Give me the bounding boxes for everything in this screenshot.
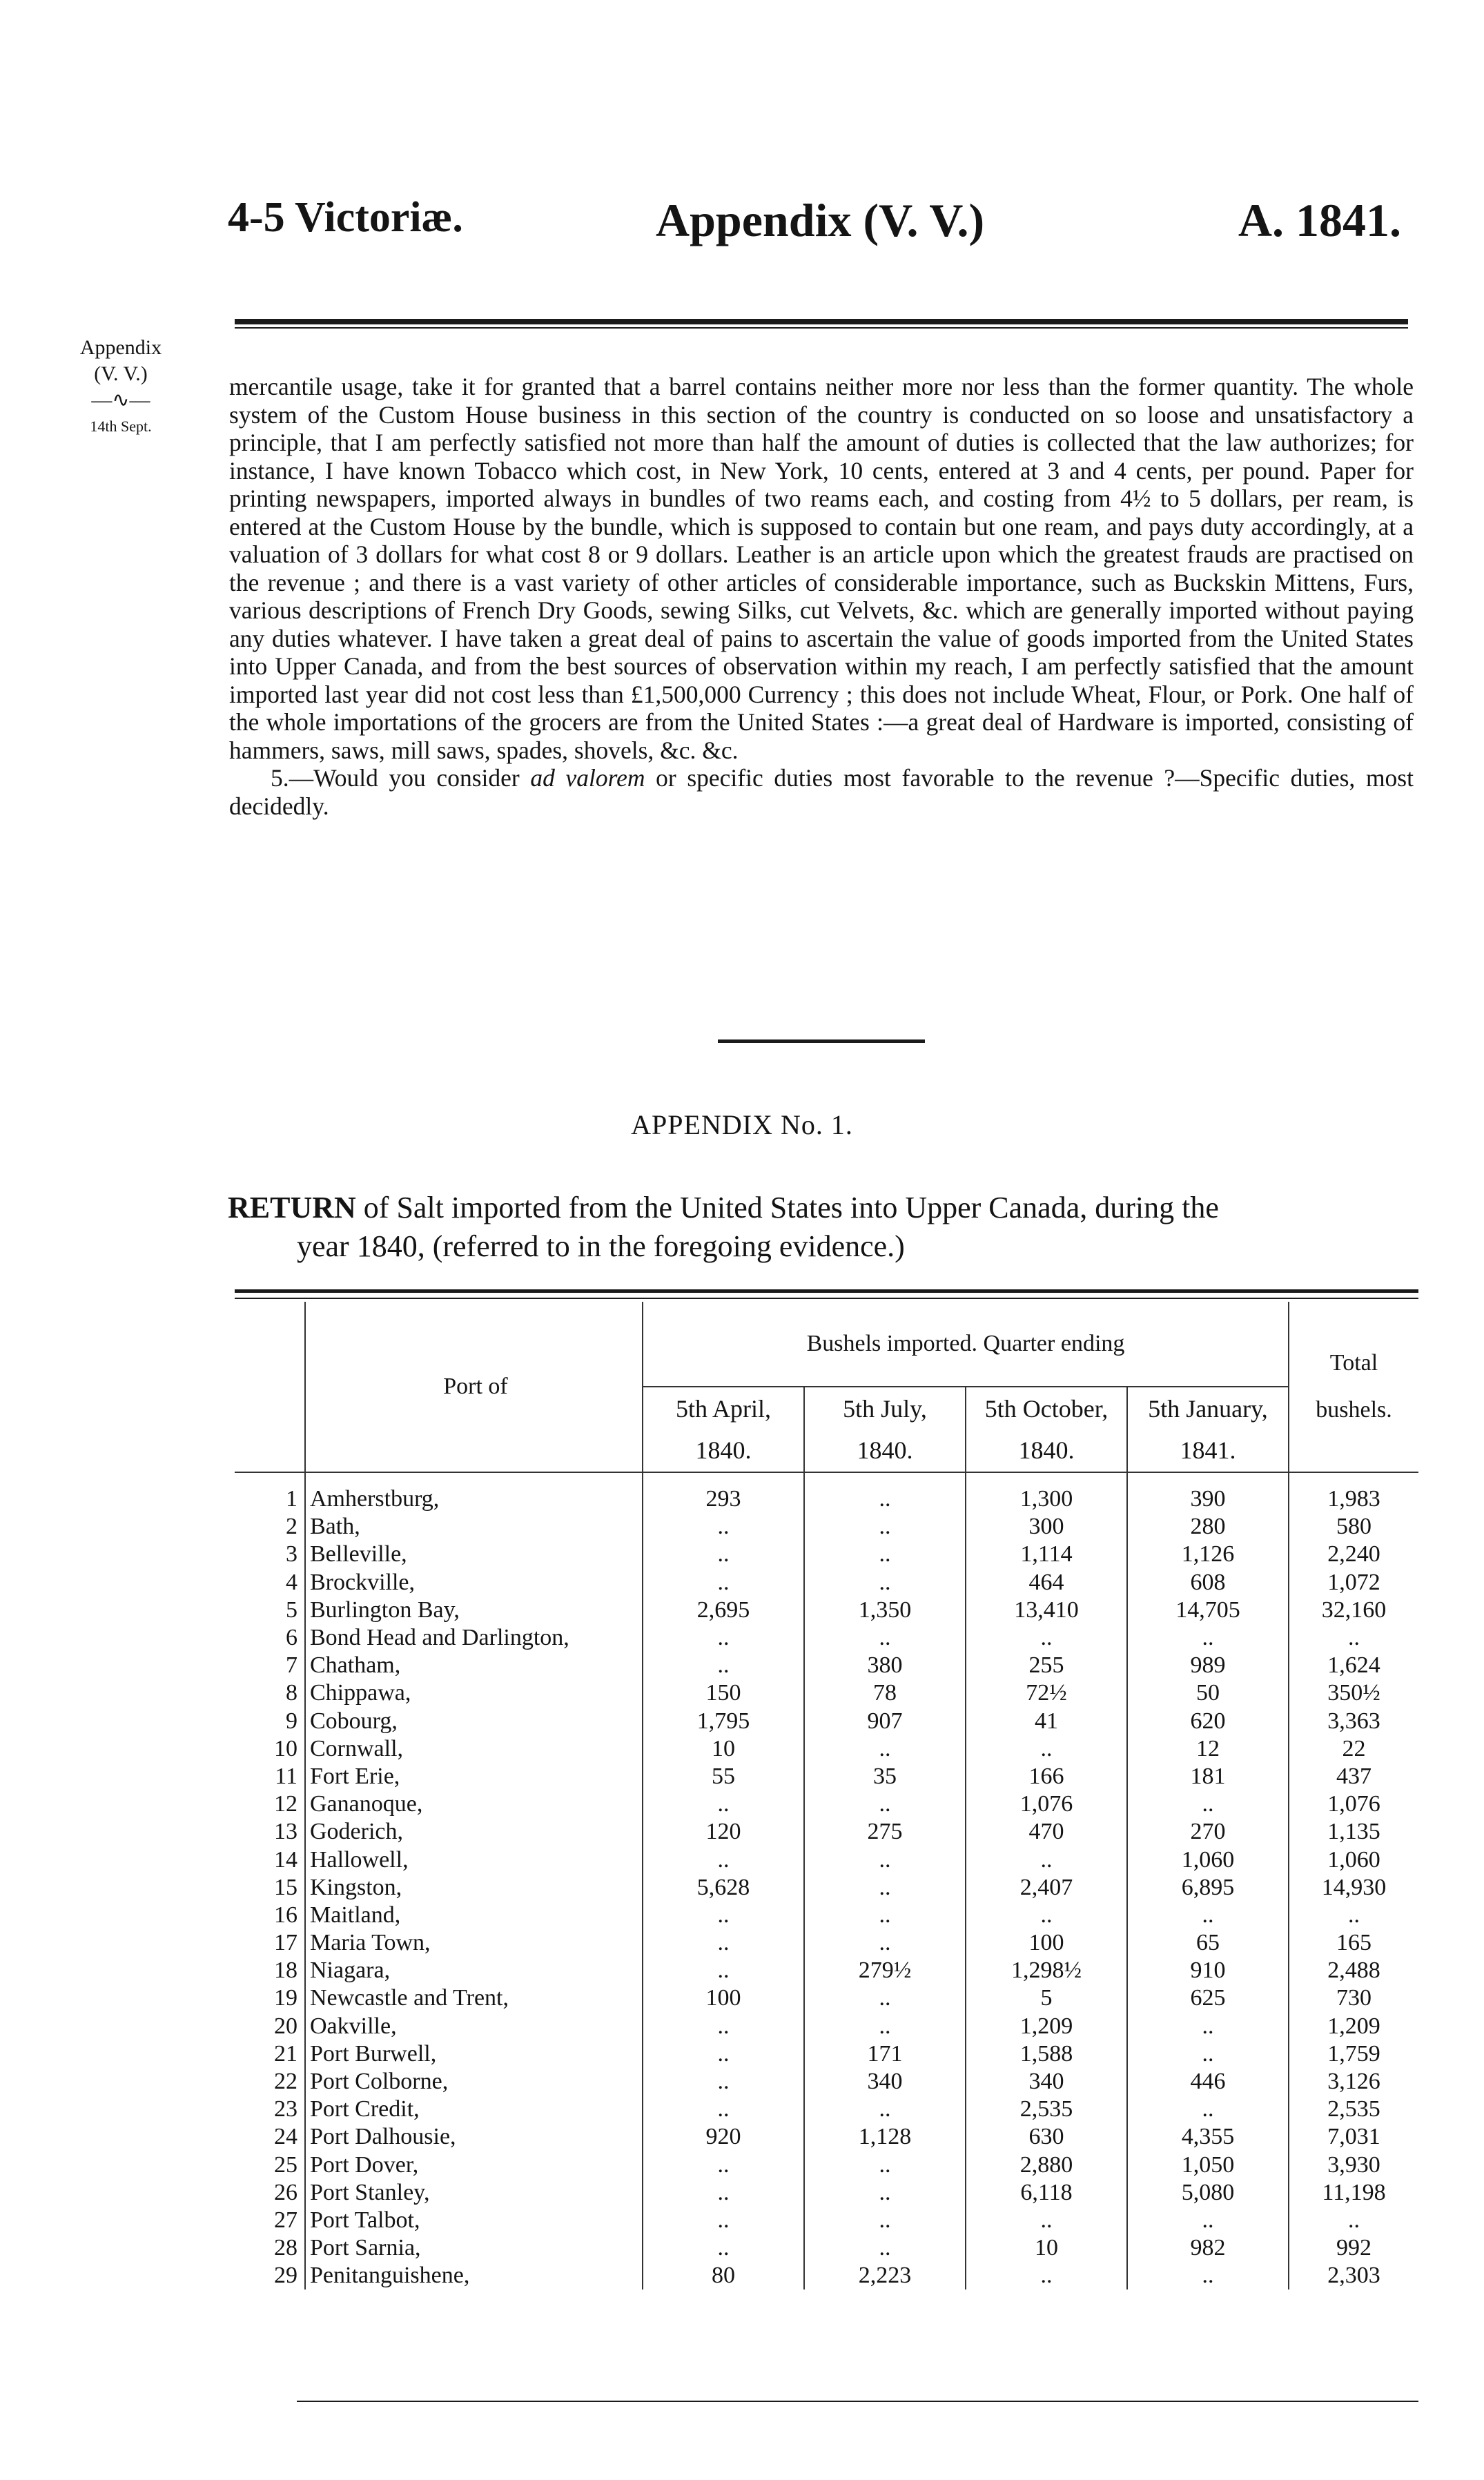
quarter-july-value: 171 [804, 2040, 966, 2068]
total-bushels-value: 1,759 [1327, 2040, 1380, 2067]
row-number: 10 [274, 1735, 297, 1761]
quarter-january-value: 910 [1127, 1957, 1289, 1984]
quarter-october-value: 1,076 [966, 1790, 1127, 1818]
quarter-october-value: 464 [966, 1569, 1127, 1597]
quarter-july-value: .. [804, 2207, 966, 2234]
port-name: Maria Town, [305, 1929, 643, 1957]
row-number: 16 [274, 1902, 297, 1928]
quarter-april-value: 10 [643, 1735, 804, 1763]
quarter-april-value: .. [643, 1541, 804, 1568]
quarter-year: 1840. [1018, 1436, 1075, 1464]
total-bushels-value: 580 [1336, 1514, 1371, 1540]
port-name: Port Talbot, [305, 2207, 643, 2234]
port-name: Port Dalhousie, [305, 2123, 643, 2151]
quarter-april-value: .. [643, 1929, 804, 1957]
quarter-july-value: .. [804, 1472, 966, 1513]
quarter-october-value: .. [966, 2207, 1127, 2234]
quarter-january-value: 608 [1127, 1569, 1289, 1597]
total-bushels-value: 1,135 [1327, 1819, 1380, 1845]
port-name: Port Colborne, [305, 2068, 643, 2096]
total-bushels-value: 730 [1336, 1985, 1371, 2011]
row-number: 23 [274, 2096, 297, 2122]
total-bushels-value: 992 [1336, 2235, 1371, 2261]
quarter-october-value: .. [966, 1902, 1127, 1929]
total-bushels-value: .. [1348, 2207, 1360, 2233]
table-bottom-rule [297, 2401, 1418, 2402]
quarter-october-value: .. [966, 1624, 1127, 1652]
quarter-january-value: 14,705 [1127, 1597, 1289, 1624]
quarter-july-value: .. [804, 1984, 966, 2012]
quarter-april-value: 55 [643, 1763, 804, 1790]
total-bushels-value: 2,535 [1327, 2096, 1380, 2122]
port-name: Cornwall, [305, 1735, 643, 1763]
quarter-july-value: .. [804, 1541, 966, 1568]
table-row [235, 1818, 1418, 1846]
table-row [235, 1957, 1418, 1984]
quarter-october-value: 41 [966, 1708, 1127, 1735]
quarter-july-value: 279½ [804, 1957, 966, 1984]
row-number: 18 [274, 1957, 297, 1984]
quarter-july-value: 380 [804, 1652, 966, 1679]
quarter-april-value: 80 [643, 2262, 804, 2289]
quarter-april-value: .. [643, 1846, 804, 1873]
total-bushels-value: 2,240 [1327, 1541, 1380, 1568]
quarter-january-value: .. [1127, 2207, 1289, 2234]
margin-note-code: (V. V.) [94, 362, 148, 385]
port-name: Port Dover, [305, 2151, 643, 2179]
table-row [235, 2179, 1418, 2207]
header-rule-thin [235, 327, 1408, 329]
evidence-text [229, 373, 1414, 820]
return-title [228, 1189, 1422, 1266]
table-row [235, 2040, 1418, 2068]
quarter-july-value: .. [804, 1735, 966, 1763]
table-row [235, 1541, 1418, 1568]
quarter-july-value: .. [804, 1846, 966, 1873]
quarter-april-value: 150 [643, 1679, 804, 1707]
quarter-july-value: 1,350 [804, 1597, 966, 1624]
port-name: Niagara, [305, 1957, 643, 1984]
quarter-july-value: .. [804, 1513, 966, 1541]
quarter-july-value: 2,223 [804, 2262, 966, 2289]
quarter-july-value: .. [804, 1624, 966, 1652]
running-header [228, 193, 1401, 248]
table-row [235, 1679, 1418, 1707]
quarter-april-value: .. [643, 2013, 804, 2040]
number-header [235, 1302, 305, 1472]
quarter-october-value: 1,300 [966, 1472, 1127, 1513]
row-number: 13 [274, 1819, 297, 1845]
quarter-april-value: .. [643, 2234, 804, 2262]
quarter-october-value: 100 [966, 1929, 1127, 1957]
quarter-april-value: .. [643, 1624, 804, 1652]
quarter-april-value: 1,795 [643, 1708, 804, 1735]
quarter-october-value: 255 [966, 1652, 1127, 1679]
appendix-label: Appendix (V. V.) [656, 194, 985, 246]
total-bushels-value: 1,209 [1327, 2013, 1380, 2039]
margin-note [41, 335, 200, 440]
quarter-january-value: 6,895 [1127, 1874, 1289, 1902]
total-bushels-value: 437 [1336, 1763, 1371, 1789]
port-name: Cobourg, [305, 1708, 643, 1735]
quarter-april-value: 120 [643, 1818, 804, 1846]
table-row [235, 1929, 1418, 1957]
total-bushels-value: 1,076 [1327, 1791, 1380, 1817]
quarter-april-value: .. [643, 1513, 804, 1541]
port-name: Penitanguishene, [305, 2262, 643, 2289]
quarter-january-value: .. [1127, 1624, 1289, 1652]
quarter-april-value: .. [643, 1902, 804, 1929]
quarter-april-value: 920 [643, 2123, 804, 2151]
row-number: 4 [286, 1569, 297, 1595]
quarter-january-value: .. [1127, 1790, 1289, 1818]
table-row [235, 2234, 1418, 2262]
total-bushels-value: 7,031 [1327, 2124, 1380, 2150]
quarter-april-value: .. [643, 1652, 804, 1679]
row-number: 26 [274, 2179, 297, 2205]
row-number: 27 [274, 2207, 297, 2233]
quarter-october-value: 630 [966, 2123, 1127, 2151]
quarter-april-value: .. [643, 2207, 804, 2234]
port-name: Fort Erie, [305, 1763, 643, 1790]
total-bushels-value: 2,303 [1327, 2263, 1380, 2289]
quarter-october-value: 470 [966, 1818, 1127, 1846]
quarter-october-value: 166 [966, 1763, 1127, 1790]
row-number: 22 [274, 2069, 297, 2095]
quarter-april-value: .. [643, 2179, 804, 2207]
port-name: Oakville, [305, 2013, 643, 2040]
quarter-january-value: 280 [1127, 1513, 1289, 1541]
port-header: Port of [305, 1302, 643, 1472]
row-number: 14 [274, 1846, 297, 1873]
quarter-january-value: 1,060 [1127, 1846, 1289, 1873]
quarter-october-value: .. [966, 1735, 1127, 1763]
row-number: 1 [286, 1486, 297, 1512]
quarter-january-value: 625 [1127, 1984, 1289, 2012]
quarter-july-value: .. [804, 1790, 966, 1818]
quarter-october-value: 2,407 [966, 1874, 1127, 1902]
port-name: Maitland, [305, 1902, 643, 1929]
total-bushels-value: 1,624 [1327, 1652, 1380, 1679]
port-name: Bath, [305, 1513, 643, 1541]
table-body [235, 1472, 1418, 2289]
quarter-january-value: .. [1127, 2040, 1289, 2068]
port-name: Brockville, [305, 1569, 643, 1597]
port-name: Belleville, [305, 1541, 643, 1568]
quarter-july-value: .. [804, 1902, 966, 1929]
quarter-january-value: 12 [1127, 1735, 1289, 1763]
quarter-april-value: .. [643, 1790, 804, 1818]
question-suffix: or specific duties most favorable to the revenue ?—Specific duties, most decidedly. [229, 764, 1414, 820]
quarter-october-value: 2,880 [966, 2151, 1127, 2179]
quarter-october-value: 1,298½ [966, 1957, 1127, 1984]
margin-note-date: 14th Sept. [90, 418, 152, 435]
table-row [235, 2068, 1418, 2096]
quarter-january-value: .. [1127, 2013, 1289, 2040]
quarter-july-value: .. [804, 1929, 966, 1957]
quarter-january-value: 989 [1127, 1652, 1289, 1679]
quarter-july-value: 78 [804, 1679, 966, 1707]
table-row [235, 1472, 1418, 1513]
port-name: Bond Head and Darlington, [305, 1624, 643, 1652]
question-prefix: 5.—Would you consider [271, 764, 531, 792]
quarter-january-value: 390 [1127, 1472, 1289, 1513]
quarter-january-value: 1,050 [1127, 2151, 1289, 2179]
total-bushels-value: 22 [1342, 1735, 1366, 1761]
quarter-header [643, 1387, 804, 1472]
row-number: 9 [286, 1708, 297, 1734]
quarter-january-value: 1,126 [1127, 1541, 1289, 1568]
port-name: Port Stanley, [305, 2179, 643, 2207]
quarter-october-value: 1,114 [966, 1541, 1127, 1568]
total-bushels-value: 3,930 [1327, 2151, 1380, 2178]
row-number: 6 [286, 1625, 297, 1651]
quarter-january-value: .. [1127, 2096, 1289, 2123]
port-name: Port Burwell, [305, 2040, 643, 2068]
margin-note-flourish: —∿— [91, 389, 150, 411]
table-row [235, 2151, 1418, 2179]
row-number: 7 [286, 1652, 297, 1679]
total-header [1289, 1302, 1418, 1472]
quarter-year: 1841. [1180, 1436, 1236, 1464]
appendix-heading: APPENDIX No. 1. [631, 1109, 853, 1140]
quarter-april-value: .. [643, 1957, 804, 1984]
table-row [235, 1735, 1418, 1763]
port-name: Goderich, [305, 1818, 643, 1846]
row-number: 24 [274, 2124, 297, 2150]
table-row [235, 1513, 1418, 1541]
header-rule-thick [235, 319, 1408, 324]
quarter-date: 5th October, [984, 1395, 1109, 1423]
quarter-october-value: 13,410 [966, 1597, 1127, 1624]
return-title-bold: RETURN [228, 1191, 356, 1224]
total-header-line2: bushels. [1316, 1397, 1392, 1423]
row-number: 25 [274, 2151, 297, 2178]
port-name: Newcastle and Trent, [305, 1984, 643, 2012]
quarter-january-value: 982 [1127, 2234, 1289, 2262]
quarter-july-value: 907 [804, 1708, 966, 1735]
total-bushels-value: 1,060 [1327, 1846, 1380, 1873]
return-title-rest: of Salt imported from the United States into Upper Canada, during the [355, 1191, 1219, 1224]
quarter-july-value: 1,128 [804, 2123, 966, 2151]
port-name: Chippawa, [305, 1679, 643, 1707]
quarter-date: 5th July, [843, 1395, 927, 1423]
table-top-rule-thick [235, 1289, 1418, 1293]
quarter-april-value: .. [643, 1569, 804, 1597]
quarter-april-value: .. [643, 2151, 804, 2179]
port-name: Chatham, [305, 1652, 643, 1679]
quarter-january-value: 620 [1127, 1708, 1289, 1735]
row-number: 29 [274, 2263, 297, 2289]
total-header-line1: Total [1329, 1350, 1378, 1376]
total-bushels-value: .. [1348, 1625, 1360, 1651]
total-bushels-value: 165 [1336, 1930, 1371, 1956]
quarter-july-value: .. [804, 1874, 966, 1902]
quarter-october-value: 1,209 [966, 2013, 1127, 2040]
quarter-july-value: 35 [804, 1763, 966, 1790]
total-bushels-value: 1,072 [1327, 1569, 1380, 1595]
table-row [235, 1763, 1418, 1790]
quarter-july-value: .. [804, 2234, 966, 2262]
table-row [235, 1984, 1418, 2012]
table-row [235, 2013, 1418, 2040]
table-row [235, 1846, 1418, 1873]
quarter-year: 1840. [857, 1436, 913, 1464]
row-number: 3 [286, 1541, 297, 1568]
quarter-october-value: 2,535 [966, 2096, 1127, 2123]
table-top-rule-thin [235, 1298, 1418, 1299]
quarter-october-value: 10 [966, 2234, 1127, 2262]
row-number: 11 [275, 1763, 297, 1789]
row-number: 20 [274, 2013, 297, 2039]
table-row [235, 2207, 1418, 2234]
session-label: 4-5 Victoriæ. [228, 194, 463, 241]
quarter-july-value: .. [804, 1569, 966, 1597]
quarter-october-value: 5 [966, 1984, 1127, 2012]
port-name: Amherstburg, [305, 1472, 643, 1513]
quarter-year: 1840. [695, 1436, 752, 1464]
table-row [235, 1569, 1418, 1597]
quarter-april-value: 293 [643, 1472, 804, 1513]
port-name: Port Sarnia, [305, 2234, 643, 2262]
quarter-july-value: .. [804, 2096, 966, 2123]
row-number: 15 [274, 1874, 297, 1900]
evidence-paragraph: mercantile usage, take it for granted that a barrel contains neither more nor less than the former quantity. The whole system of the Custom House business in this section of the country is conducted on so loose and unsatisfactory a principle, that I am perfectly satisfied not more than half the amount of duties is collected that the law authorizes; for instance, I have known Tobacco which cost, in New York, 10 cents, entered at 3 and 4 cents, per pound. Paper for printing newspapers, imported always in bundles of two reams each, and costing from 4½ to 5 dollars, per ream, is entered at the Custom House by the bundle, which is supposed to contain but one ream, and pays duty accordingly, at a valuation of 3 dollars for what cost 8 or 9 dollars. Leather is an article upon which the greatest frauds are practised on the revenue ; and there is a vast variety of other articles of considerable importance, such as Buckskin Mittens, Furs, various descriptions of French Dry Goods, sewing Silks, cut Velvets, &c. which are generally imported without paying any duties whatever. I have taken a great deal of pains to ascertain the value of goods imported from the United States into Upper Canada, and from the best sources of observation within my reach, I am perfectly satisfied that the amount imported last year did not cost less than £1,500,000 Currency ; this does not include Wheat, Flour, or Pork. One half of the whole importations of the grocers are from the United States :—a great deal of Hardware is imported, consisting of hammers, saws, mill saws, spades, shovels, &c. &c. [229, 373, 1414, 764]
quarter-header [804, 1387, 966, 1472]
quarter-october-value: 6,118 [966, 2179, 1127, 2207]
total-bushels-value: 3,126 [1327, 2069, 1380, 2095]
quarter-april-value: .. [643, 2068, 804, 2096]
year-label: A. 1841. [1238, 194, 1401, 246]
quarter-july-value: 275 [804, 1818, 966, 1846]
quarter-april-value: .. [643, 2040, 804, 2068]
total-bushels-value: 2,488 [1327, 1957, 1380, 1984]
quarter-october-value: .. [966, 1846, 1127, 1873]
question-paragraph [229, 764, 1414, 820]
quarter-january-value: 65 [1127, 1929, 1289, 1957]
table-row [235, 1708, 1418, 1735]
table-row [235, 1652, 1418, 1679]
quarter-april-value: 2,695 [643, 1597, 804, 1624]
quarter-april-value: .. [643, 2096, 804, 2123]
quarter-july-value: .. [804, 2179, 966, 2207]
quarter-date: 5th April, [675, 1395, 771, 1423]
quarter-header [1127, 1387, 1289, 1472]
table-row [235, 2262, 1418, 2289]
total-bushels-value: 3,363 [1327, 1708, 1380, 1734]
quarter-july-value: .. [804, 2013, 966, 2040]
table-row [235, 2096, 1418, 2123]
total-bushels-value: 32,160 [1321, 1597, 1387, 1623]
row-number: 8 [286, 1680, 297, 1706]
row-number: 17 [274, 1930, 297, 1956]
port-name: Burlington Bay, [305, 1597, 643, 1624]
bushels-header: Bushels imported. Quarter ending [643, 1302, 1289, 1387]
table-row [235, 2123, 1418, 2151]
total-bushels-value: 11,198 [1322, 2179, 1386, 2205]
quarter-january-value: 50 [1127, 1679, 1289, 1707]
quarter-october-value: 72½ [966, 1679, 1127, 1707]
total-bushels-value: 350½ [1327, 1680, 1380, 1706]
table-row [235, 1597, 1418, 1624]
quarter-january-value: 5,080 [1127, 2179, 1289, 2207]
quarter-july-value: .. [804, 2151, 966, 2179]
quarter-january-value: 446 [1127, 2068, 1289, 2096]
row-number: 19 [274, 1985, 297, 2011]
return-title-line2: year 1840, (referred to in the foregoing evidence.) [297, 1229, 905, 1263]
table-row [235, 1790, 1418, 1818]
quarter-date: 5th January, [1148, 1395, 1268, 1423]
quarter-april-value: 5,628 [643, 1874, 804, 1902]
table-row [235, 1624, 1418, 1652]
salt-return-table [235, 1302, 1418, 2289]
port-name: Kingston, [305, 1874, 643, 1902]
row-number: 28 [274, 2235, 297, 2261]
quarter-header [966, 1387, 1127, 1472]
quarter-october-value: 1,588 [966, 2040, 1127, 2068]
total-bushels-value: .. [1348, 1902, 1360, 1928]
quarter-april-value: 100 [643, 1984, 804, 2012]
quarter-october-value: 300 [966, 1513, 1127, 1541]
table-row [235, 1902, 1418, 1929]
quarter-january-value: 4,355 [1127, 2123, 1289, 2151]
question-italic: ad valorem [530, 764, 645, 792]
row-number: 5 [286, 1597, 297, 1623]
quarter-january-value: .. [1127, 1902, 1289, 1929]
margin-note-appendix: Appendix [79, 336, 162, 359]
total-bushels-value: 1,983 [1327, 1486, 1380, 1512]
section-divider [718, 1039, 925, 1043]
quarter-october-value: 340 [966, 2068, 1127, 2096]
table-row [235, 1874, 1418, 1902]
port-name: Gananoque, [305, 1790, 643, 1818]
port-name: Port Credit, [305, 2096, 643, 2123]
quarter-january-value: 270 [1127, 1818, 1289, 1846]
row-number: 12 [274, 1791, 297, 1817]
quarter-july-value: 340 [804, 2068, 966, 2096]
quarter-october-value: .. [966, 2262, 1127, 2289]
total-bushels-value: 14,930 [1321, 1874, 1387, 1900]
quarter-january-value: .. [1127, 2262, 1289, 2289]
port-name: Hallowell, [305, 1846, 643, 1873]
row-number: 21 [274, 2040, 297, 2067]
row-number: 2 [286, 1514, 297, 1540]
quarter-january-value: 181 [1127, 1763, 1289, 1790]
